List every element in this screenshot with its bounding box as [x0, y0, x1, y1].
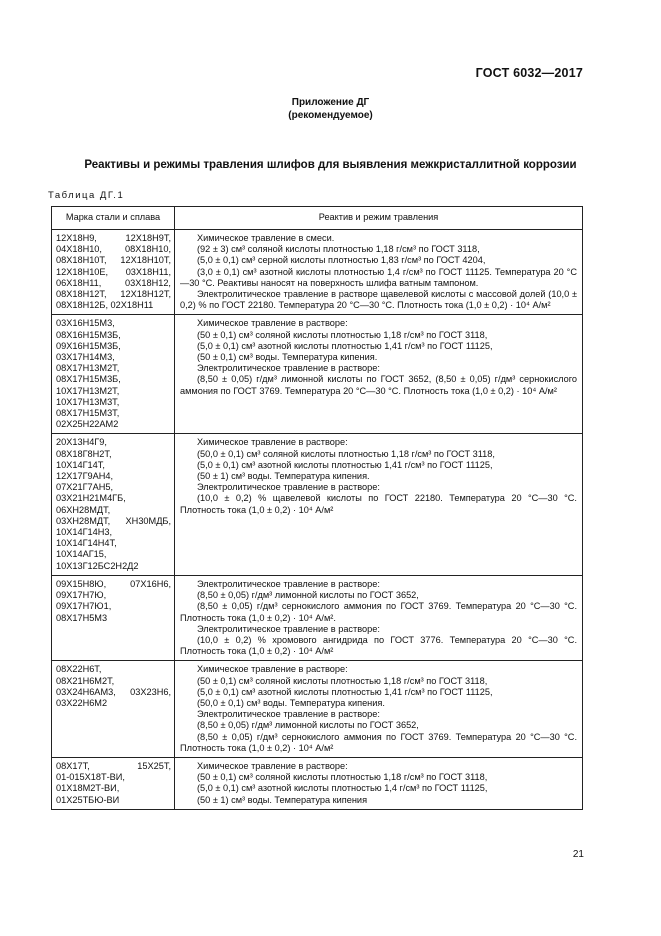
steel-grades-cell — [52, 757, 175, 809]
etching-procedure-line: Химическое травление в смеси. — [197, 233, 335, 243]
etching-procedure-line: (50 ± 0,1) см³ соляной кислоты плотностью 1,18 г/см³ по ГОСТ 3118, — [197, 675, 488, 686]
etching-procedure-line: (5,0 ± 0,1) см³ азотной кислоты плотностью 1,41 г/см³ по ГОСТ 11125, — [197, 686, 493, 697]
table-row — [52, 757, 583, 809]
steel-grades-cell — [52, 315, 175, 434]
etching-procedure-line: (8,50 ± 0,05) г/дм³ сернокислого аммония по ГОСТ 3769. Температура 20 °С—30 °С. Плотность тока (1,0 ± 0,2) · 10⁴ А/м² — [180, 731, 577, 753]
steel-grade: 01Х18М2Т-ВИ, — [56, 783, 120, 794]
steel-grade: 20Х13Н4Г9, — [56, 437, 107, 448]
etching-procedure-cell — [175, 661, 583, 758]
appendix-title: Приложение ДГ — [291, 97, 370, 108]
steel-grade: 10Х14Г14Т, — [56, 459, 105, 470]
etching-procedure-line: (50 ± 1) см³ воды. Температура кипения — [197, 794, 368, 805]
steel-grade: 08Х21Н6М2Т, — [56, 675, 115, 686]
table-row — [52, 434, 583, 575]
etching-procedure-line: (5,0 ± 0,1) см³ азотной кислоты плотностью 1,41 г/см³ по ГОСТ 11125, — [197, 340, 493, 351]
etching-procedure-line: (5,0 ± 0,1) см³ азотной кислоты плотностью 1,4 г/см³ по ГОСТ 11125, — [197, 783, 488, 794]
etching-procedure-line: (50 ± 0,1) см³ воды. Температура кипения. — [197, 352, 378, 363]
steel-grade: 01Х25ТБЮ-ВИ — [56, 794, 120, 805]
steel-grade: 12Х18Н9, 12Х18Н9Т, — [56, 233, 171, 243]
etching-procedure-line: (5,0 ± 0,1) см³ азотной кислоты плотностью 1,41 г/см³ по ГОСТ 11125, — [197, 459, 493, 470]
steel-grade: 03Х16Н15М3, — [56, 318, 115, 329]
steel-grade: 10Х14Г14Н3, — [56, 527, 113, 538]
etching-table — [51, 206, 583, 810]
steel-grade: 10Х14Г14Н4Т, — [56, 538, 117, 549]
column-header-reagent: Реактив и режим травления — [175, 207, 583, 230]
steel-grade: 09Х17Н7Ю1, — [56, 601, 112, 612]
steel-grades-cell — [52, 661, 175, 758]
appendix-status: (рекомендуемое) — [288, 110, 373, 121]
etching-procedure-cell — [175, 315, 583, 434]
steel-grade: 08Х17Н5М3 — [56, 612, 108, 623]
table-row — [52, 661, 583, 758]
etching-procedure-line: Электролитическое травление в растворе: — [197, 623, 380, 634]
steel-grade: 08Х18Н10Т, 12Х18Н10Т, — [56, 255, 171, 266]
steel-grade: 06Х18Н11, 03Х18Н12, — [56, 277, 171, 288]
steel-grade: 01-015Х18Т-ВИ, — [56, 772, 125, 783]
etching-procedure-cell — [175, 757, 583, 809]
etching-procedure-line: Химическое травление в растворе: — [197, 318, 348, 329]
etching-procedure-line: (5,0 ± 0,1) см³ серной кислоты плотностью 1,83 г/см³ по ГОСТ 4204, — [197, 255, 486, 266]
table-body — [52, 230, 583, 810]
etching-procedure-line: Электролитическое травление в растворе: — [197, 709, 380, 720]
steel-grade: 03Х24Н6АМ3, 03Х23Н6, — [56, 686, 171, 697]
steel-grade: 09Х16Н15М3Б, — [56, 340, 121, 351]
steel-grade: 03ХН28МДТ, ХН30МДБ, — [56, 515, 171, 526]
page-number: 21 — [572, 849, 584, 860]
steel-grade: 08Х17Н15М3Б, — [56, 374, 121, 385]
steel-grade: 08Х18Н12Т, 12Х18Н12Т, — [56, 289, 171, 300]
etching-procedure-line: Химическое травление в растворе: — [197, 437, 348, 448]
steel-grades-cell — [52, 230, 175, 315]
etching-procedure-cell — [175, 575, 583, 660]
table-row — [52, 575, 583, 660]
table-row — [52, 230, 583, 315]
etching-procedure-line: (50 ± 1) см³ воды. Температура кипения. — [197, 471, 370, 482]
steel-grade: 10Х13Г12БС2Н2Д2 — [56, 560, 139, 571]
steel-grade: 08Х22Н6Т, — [56, 664, 102, 675]
column-header-grade: Марка стали и сплава — [52, 207, 175, 230]
steel-grade: 04Х18Н10, 08Х18Н10, — [56, 244, 171, 255]
steel-grade: 12Х18Н10Е, 03Х18Н11, — [56, 266, 171, 277]
standard-code: ГОСТ 6032—2017 — [475, 66, 583, 80]
steel-grade: 08Х17Н15М3Т, — [56, 408, 120, 419]
steel-grade: 09Х17Н7Ю, — [56, 590, 107, 601]
table-label: Таблица ДГ.1 — [48, 190, 125, 201]
steel-grade: 09Х15Н8Ю, 07Х16Н6, — [56, 578, 171, 589]
etching-procedure-cell — [175, 434, 583, 575]
steel-grade: 12Х17Г9АН4, — [56, 471, 114, 482]
steel-grade: 08Х18Н12Б, 02Х18Н11 — [56, 300, 154, 311]
steel-grade: 03Х21Н21М4ГБ, — [56, 493, 126, 504]
etching-procedure-line: Химическое травление в растворе: — [197, 664, 348, 675]
etching-procedure-line: Химическое травление в растворе: — [197, 760, 348, 771]
appendix-heading — [0, 96, 661, 122]
etching-procedure-line: (3,0 ± 0,1) см³ азотной кислоты плотностью 1,4 г/см³ по ГОСТ 11125. Температура 20 °С—30 °С. Реактивы наносят на поверхность шлифа ватным тампоном. — [180, 266, 577, 288]
steel-grade: 02Х25Н22АМ2 — [56, 419, 119, 430]
etching-procedure-line: (8,50 ± 0,05) г/дм³ лимонной кислоты по ГОСТ 3652, — [197, 720, 419, 731]
etching-procedure-line: (50 ± 0,1) см³ соляной кислоты плотностью 1,18 г/см³ по ГОСТ 3118, — [197, 772, 488, 783]
etching-procedure-line: (10,0 ± 0,2) % щавелевой кислоты по ГОСТ 22180. Температура 20 °С—30 °С. Плотность тока (1,0 ± 0,2) · 10⁴ А/м² — [180, 493, 577, 515]
steel-grade: 10Х14АГ15, — [56, 549, 107, 560]
steel-grade: 08Х17Н13М2Т, — [56, 363, 120, 374]
steel-grade: 06ХН28МДТ, — [56, 504, 111, 515]
etching-procedure-line: (10,0 ± 0,2) % хромового ангидрида по ГОСТ 3776. Температура 20 °С—30 °С. Плотность тока (1,0 ± 0,2) · 10⁴ А/м² — [180, 634, 577, 657]
steel-grade: 10Х17Н13М2Т, — [56, 385, 120, 396]
etching-procedure-line: (50 ± 0,1) см³ соляной кислоты плотностью 1,18 г/см³ по ГОСТ 3118, — [197, 329, 488, 340]
etching-procedure-line: Электролитическое травление в растворе щавелевой кислоты с массовой долей (10,0 ± 0,2) % по ГОСТ 22180. Температура 20 °С—30 °С. Плотность тока (1,0 ± 0,2) · 10⁴ А/м² — [180, 289, 577, 311]
steel-grades-cell — [52, 575, 175, 660]
etching-procedure-line: (8,50 ± 0,05) г/дм³ лимонной кислоты по ГОСТ 3652, (8,50 ± 0,05) г/дм³ сернокислого аммония по ГОСТ 3769. Температура 20 °С—30 °С. Плотность тока (1,0 ± 0,2) · 10⁴ А/м² — [180, 374, 577, 396]
etching-procedure-line: Электролитическое травление в растворе: — [197, 363, 380, 374]
steel-grade: 08Х17Т, 15Х25Т, — [56, 760, 171, 771]
table-header-row — [52, 207, 583, 230]
table-row — [52, 315, 583, 434]
steel-grades-cell — [52, 434, 175, 575]
etching-procedure-line: (50,0 ± 0,1) см³ соляной кислоты плотностью 1,18 г/см³ по ГОСТ 3118, — [197, 448, 495, 459]
etching-procedure-line: (50,0 ± 0,1) см³ воды. Температура кипения. — [197, 697, 385, 708]
steel-grade: 03Х17Н14М3, — [56, 352, 115, 363]
etching-procedure-line: (92 ± 3) см³ соляной кислоты плотностью 1,18 г/см³ по ГОСТ 3118, — [197, 244, 480, 255]
steel-grade: 07Х21Г7АН5, — [56, 482, 114, 493]
etching-procedure-line: (8,50 ± 0,05) г/дм³ лимонной кислоты по ГОСТ 3652, — [197, 590, 419, 601]
steel-grade: 08Х16Н15М3Б, — [56, 329, 121, 340]
etching-procedure-line: Электролитическое травление в растворе: — [197, 482, 380, 493]
steel-grade: 03Х22Н6М2 — [56, 697, 108, 708]
steel-grade: 10Х17Н13М3Т, — [56, 396, 120, 407]
etching-procedure-line: (8,50 ± 0,05) г/дм³ сернокислого аммония по ГОСТ 3769. Температура 20 °С—30 °С. Плотность тока (1,0 ± 0,2) · 10⁴ А/м². — [180, 601, 577, 623]
section-title: Реактивы и режимы травления шлифов для выявления межкристаллитной коррозии — [84, 159, 577, 171]
steel-grade: 08Х18Г8Н2Т, — [56, 448, 112, 459]
etching-procedure-cell — [175, 230, 583, 315]
etching-procedure-line: Электролитическое травление в растворе: — [197, 578, 380, 589]
